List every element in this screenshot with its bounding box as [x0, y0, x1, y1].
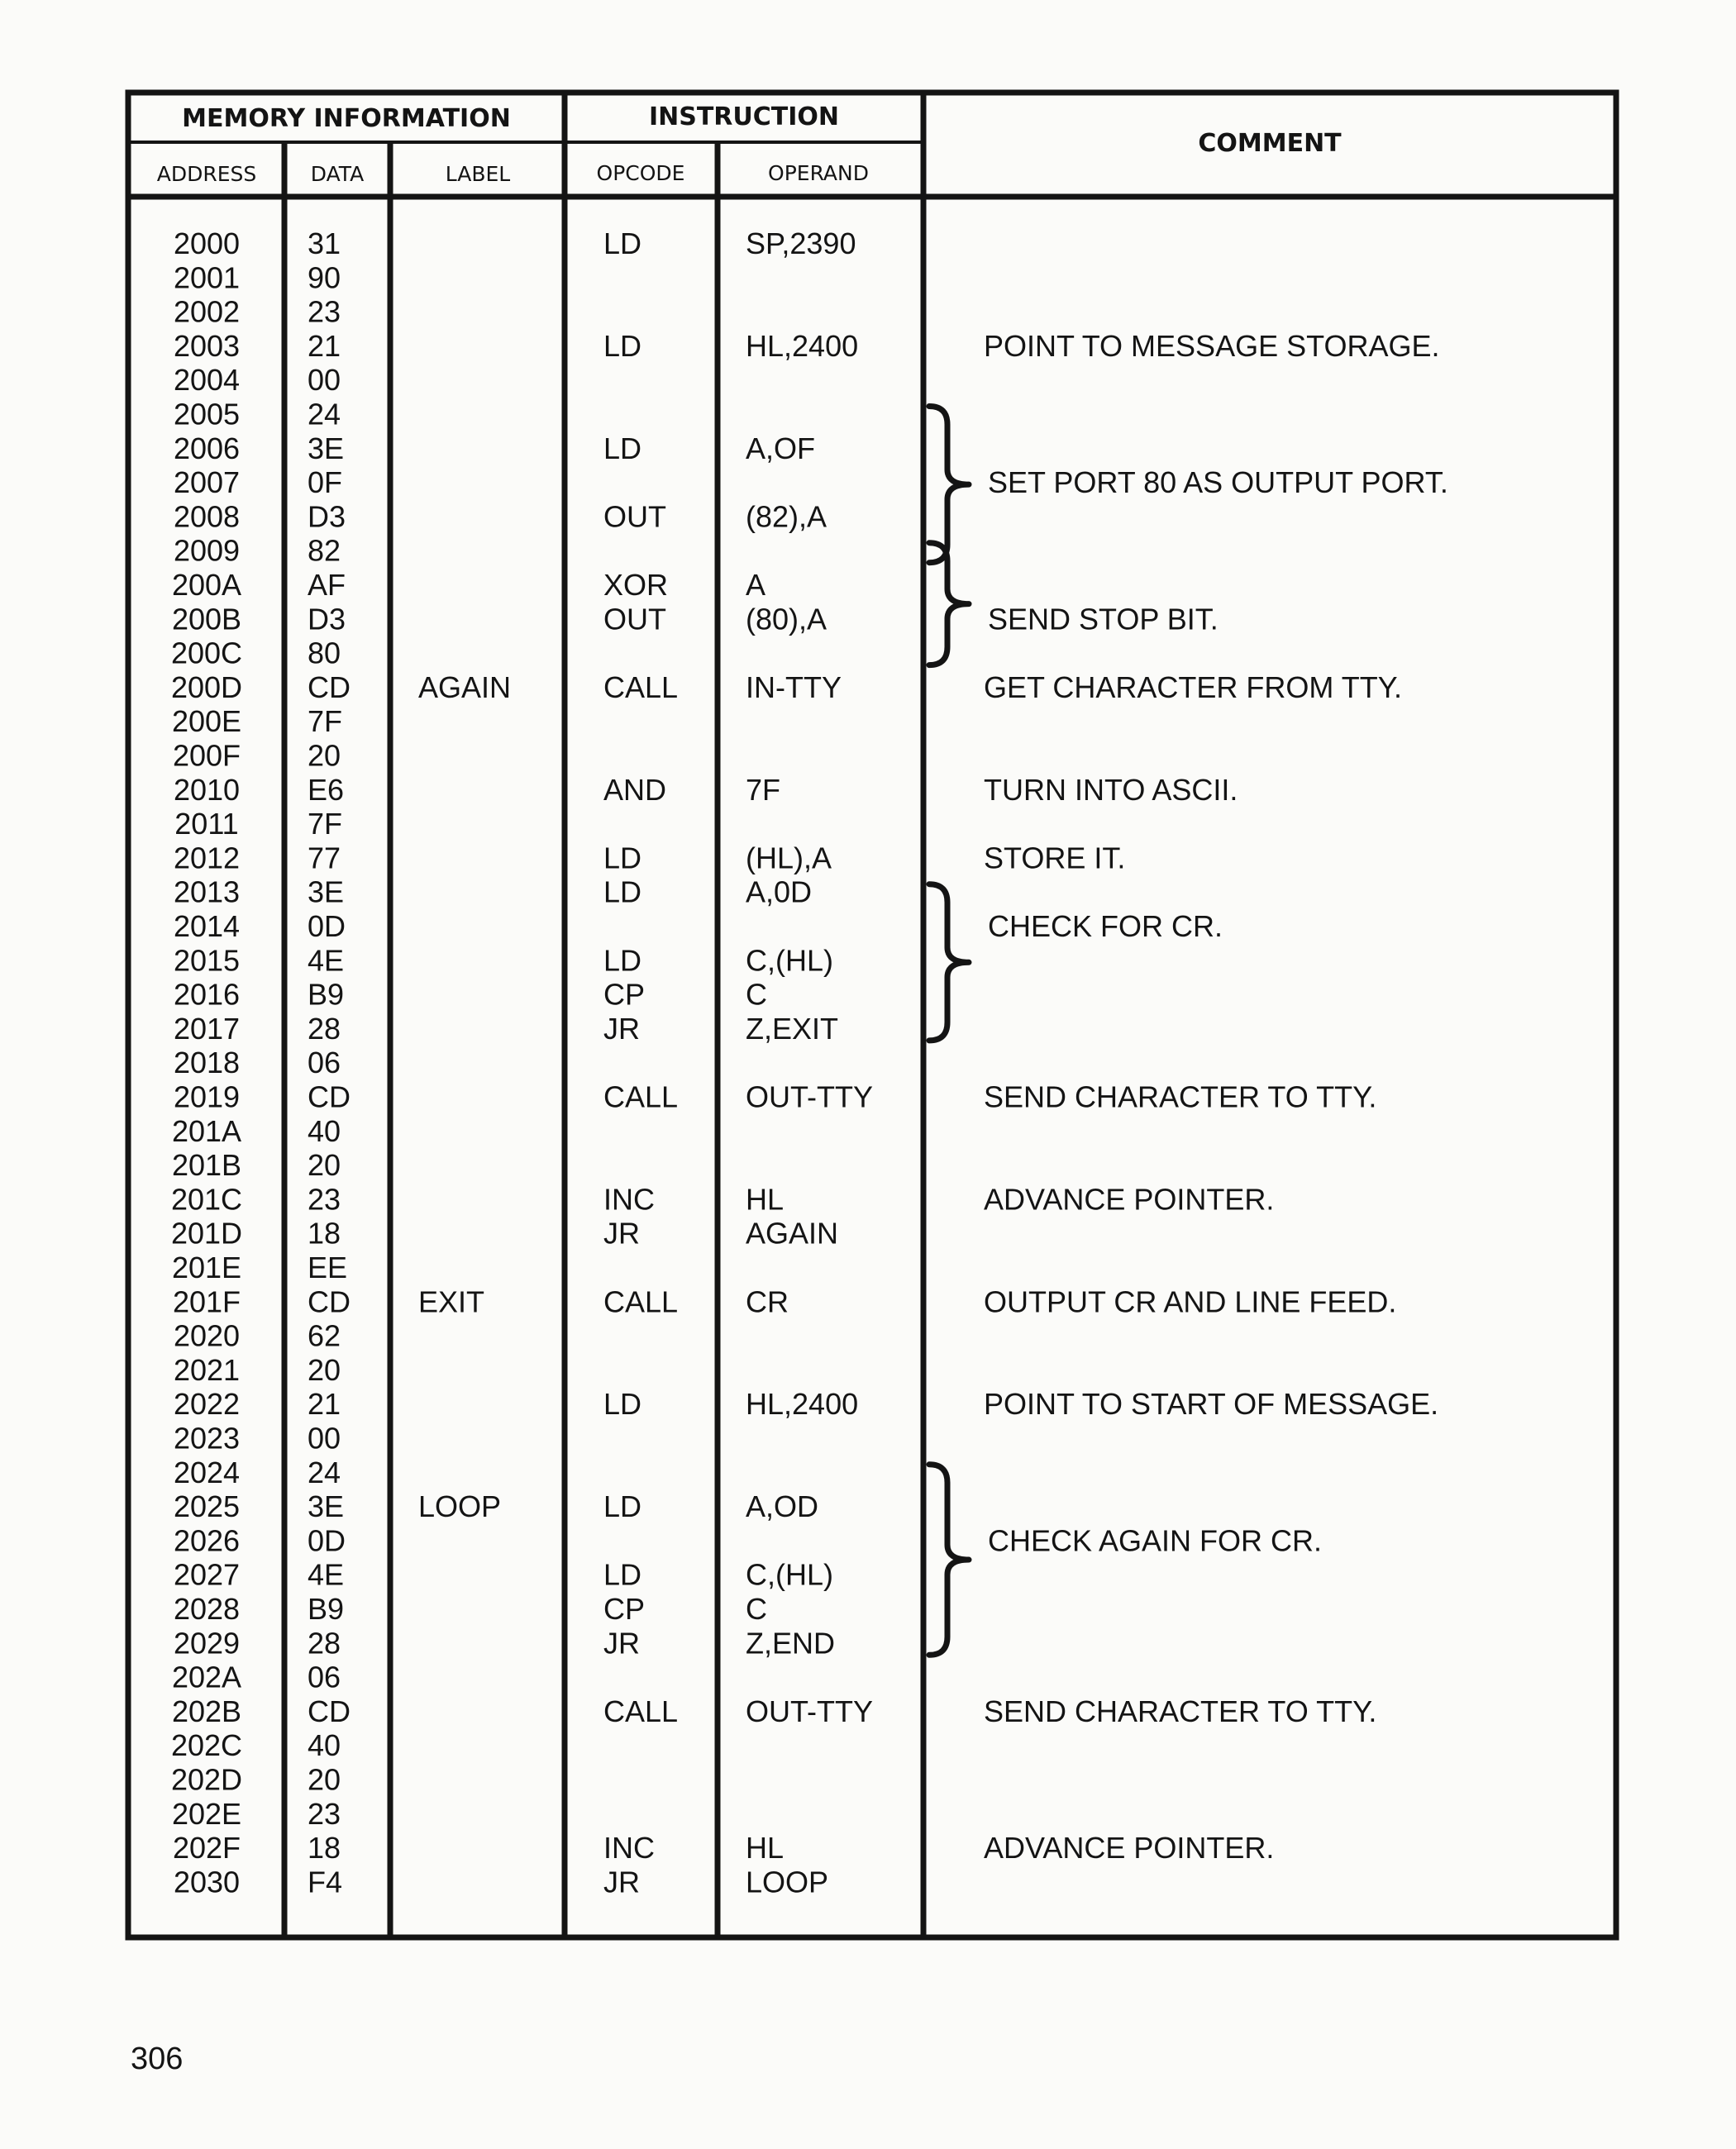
memory-address: 200B [171, 602, 242, 636]
instruction-opcode: LD [603, 1489, 642, 1524]
instruction-operand: A,0D [746, 874, 813, 909]
instruction-operand: A [746, 568, 766, 602]
memory-address: 2010 [173, 772, 241, 807]
memory-data: B9 [308, 977, 345, 1012]
instruction-opcode: LD [603, 874, 642, 909]
memory-address: 2018 [173, 1046, 241, 1080]
memory-data: CD [308, 1284, 351, 1319]
memory-data: 23 [308, 1182, 341, 1217]
memory-address: 2025 [173, 1489, 241, 1524]
header-instruction: INSTRUCTION [648, 102, 840, 131]
instruction-opcode: LD [603, 841, 642, 875]
memory-address: 202A [171, 1660, 242, 1694]
memory-address: 2023 [173, 1421, 241, 1456]
memory-data: 40 [308, 1113, 341, 1148]
memory-data: 4E [308, 1557, 345, 1592]
memory-address: 2006 [173, 431, 241, 465]
instruction-operand: C,(HL) [746, 1557, 833, 1592]
memory-address: 2028 [173, 1592, 241, 1626]
memory-data: 00 [308, 363, 341, 398]
comment-text: CHECK FOR CR. [988, 909, 1223, 943]
instruction-operand: HL [746, 1831, 785, 1865]
instruction-opcode: CALL [603, 1079, 679, 1114]
memory-address: 201B [171, 1148, 242, 1183]
header-label: LABEL [445, 162, 511, 186]
memory-address: 2022 [173, 1387, 241, 1422]
memory-data: D3 [308, 499, 346, 534]
memory-address: 2008 [173, 499, 241, 534]
memory-address: 2017 [173, 1011, 241, 1046]
memory-address: 200D [170, 669, 243, 704]
comment-brace [929, 1465, 969, 1656]
memory-data: 00 [308, 1421, 341, 1456]
memory-data: 24 [308, 397, 341, 431]
instruction-opcode: LD [603, 431, 642, 465]
instruction-opcode: OUT [603, 499, 666, 534]
comment-brace [929, 884, 969, 1041]
instruction-operand: C [746, 977, 767, 1012]
memory-data: 4E [308, 943, 345, 978]
memory-data: EE [308, 1251, 348, 1284]
instruction-operand: A,OD [746, 1489, 819, 1524]
memory-address: 2014 [173, 909, 241, 943]
table-header [157, 102, 1342, 186]
comment-text: SET PORT 80 AS OUTPUT PORT. [988, 465, 1448, 500]
memory-data: E6 [308, 772, 345, 807]
header-address: ADDRESS [156, 162, 257, 186]
memory-address: 2026 [173, 1523, 241, 1558]
memory-data: 24 [308, 1455, 341, 1489]
memory-data: 0D [308, 1523, 346, 1558]
memory-data: 31 [308, 226, 341, 260]
header-memory-information: MEMORY INFORMATION [182, 104, 511, 133]
memory-address: 201F [172, 1284, 241, 1319]
memory-address: 201A [171, 1113, 242, 1148]
comment-text: GET CHARACTER FROM TTY. [984, 669, 1403, 704]
instruction-operand: (80),A [746, 602, 827, 636]
comment-rows [929, 329, 1448, 1865]
instruction-opcode: CALL [603, 669, 679, 704]
memory-address: 2019 [173, 1079, 241, 1114]
comment-brace [929, 407, 969, 563]
instruction-opcode: LD [603, 1387, 642, 1422]
memory-address: 2001 [173, 260, 241, 295]
instruction-opcode: LD [603, 328, 642, 363]
comment-text: ADVANCE POINTER. [984, 1831, 1275, 1865]
instruction-opcode: CP [603, 1592, 646, 1626]
memory-data: 0F [308, 465, 343, 500]
memory-data: 7F [308, 704, 343, 739]
memory-data: 3E [308, 1489, 345, 1524]
memory-address: 2029 [173, 1626, 241, 1661]
instruction-opcode: JR [603, 1011, 640, 1046]
header-operand: OPERAND [768, 161, 869, 185]
memory-data: 0D [308, 909, 346, 943]
memory-address: 201E [171, 1251, 242, 1284]
memory-address: 200E [171, 704, 242, 739]
instruction-opcode: XOR [603, 568, 669, 602]
memory-address: 201D [170, 1216, 243, 1251]
memory-label: AGAIN [418, 669, 512, 704]
memory-address: 2000 [173, 226, 241, 260]
memory-data: F4 [308, 1865, 343, 1899]
memory-address: 2013 [173, 874, 241, 909]
comment-text: SEND CHARACTER TO TTY. [984, 1694, 1377, 1728]
comment-text: OUTPUT CR AND LINE FEED. [984, 1284, 1397, 1319]
header-data: DATA [310, 162, 365, 186]
page-number: 306 [131, 2042, 184, 2076]
memory-data: 23 [308, 1796, 341, 1831]
instruction-opcode: CP [603, 977, 646, 1012]
instruction-operand: A,OF [746, 431, 816, 465]
memory-address: 2009 [173, 533, 241, 568]
instruction-operand: C,(HL) [746, 943, 833, 978]
comment-text: CHECK AGAIN FOR CR. [988, 1523, 1323, 1558]
memory-address: 201C [170, 1182, 243, 1217]
memory-data: AF [308, 568, 346, 602]
memory-address: 2002 [173, 294, 241, 329]
memory-data: 06 [308, 1660, 341, 1694]
memory-address: 2016 [173, 977, 241, 1012]
instruction-opcode: AND [603, 772, 667, 807]
memory-address: 202E [171, 1796, 242, 1831]
memory-data: 3E [308, 431, 345, 465]
instruction-opcode: CALL [603, 1284, 679, 1319]
memory-address: 2015 [173, 943, 241, 978]
instruction-operand: OUT-TTY [746, 1079, 873, 1114]
instruction-opcode: LD [603, 943, 642, 978]
memory-address: 2024 [173, 1455, 241, 1489]
comment-text: POINT TO MESSAGE STORAGE. [984, 328, 1440, 363]
instruction-operand: (HL),A [746, 841, 832, 875]
comment-text: POINT TO START OF MESSAGE. [984, 1387, 1439, 1422]
table-frame [128, 93, 1616, 1937]
memory-data: 62 [308, 1318, 341, 1353]
memory-address: 202C [170, 1728, 243, 1763]
comment-text: SEND STOP BIT. [988, 602, 1219, 636]
memory-data: 28 [308, 1626, 341, 1661]
memory-address: 2012 [173, 841, 241, 875]
memory-data: 77 [308, 841, 341, 875]
memory-address: 202B [171, 1694, 242, 1728]
memory-data: 80 [308, 636, 341, 670]
memory-address: 2020 [173, 1318, 241, 1353]
memory-data: 23 [308, 294, 341, 329]
instruction-operand: CR [746, 1284, 789, 1319]
instruction-opcode: CALL [603, 1694, 679, 1728]
memory-data: 3E [308, 874, 345, 909]
memory-data: 82 [308, 533, 341, 568]
instruction-opcode: JR [603, 1865, 640, 1899]
instruction-operand: OUT-TTY [746, 1694, 873, 1728]
memory-data: 40 [308, 1728, 341, 1763]
memory-data: 20 [308, 1352, 341, 1387]
memory-data: 18 [308, 1216, 341, 1251]
instruction-opcode: INC [603, 1831, 655, 1865]
memory-data: 90 [308, 260, 341, 295]
comment-text: ADVANCE POINTER. [984, 1182, 1275, 1217]
header-opcode: OPCODE [596, 161, 685, 185]
memory-address: 2004 [173, 363, 241, 398]
instruction-operand: C [746, 1592, 767, 1626]
memory-label: LOOP [418, 1489, 502, 1524]
memory-address: 2027 [173, 1557, 241, 1592]
instruction-opcode: LD [603, 1557, 642, 1592]
instruction-operand: (82),A [746, 499, 827, 534]
instruction-operand: LOOP [746, 1865, 829, 1899]
instruction-rows [603, 226, 873, 1899]
memory-address: 2003 [173, 328, 241, 363]
memory-data: 20 [308, 1148, 341, 1183]
instruction-opcode: INC [603, 1182, 655, 1217]
memory-address: 202F [172, 1831, 241, 1865]
memory-data: CD [308, 669, 351, 704]
memory-address: 200A [171, 568, 242, 602]
memory-address: 2005 [173, 397, 241, 431]
memory-address: 2030 [173, 1865, 241, 1899]
memory-data: 06 [308, 1046, 341, 1080]
instruction-opcode: JR [603, 1626, 640, 1661]
instruction-operand: Z,EXIT [746, 1011, 839, 1046]
memory-address: 2011 [174, 807, 239, 841]
memory-address: 2021 [173, 1352, 241, 1387]
memory-address: 202D [170, 1762, 243, 1797]
instruction-operand: 7F [746, 772, 781, 807]
memory-data: CD [308, 1079, 351, 1114]
instruction-operand: SP,2390 [746, 226, 856, 260]
instruction-operand: Z,END [746, 1626, 835, 1661]
instruction-operand: IN-TTY [746, 669, 842, 704]
memory-address: 200C [170, 636, 243, 670]
memory-address: 2007 [173, 465, 241, 500]
memory-data: 20 [308, 738, 341, 773]
instruction-operand: AGAIN [746, 1216, 839, 1251]
memory-data: 21 [308, 328, 341, 363]
memory-rows [171, 226, 511, 1899]
header-comment: COMMENT [1198, 129, 1342, 158]
memory-data: D3 [308, 602, 346, 636]
memory-data: 18 [308, 1831, 341, 1865]
instruction-operand: HL [746, 1182, 785, 1217]
comment-text: SEND CHARACTER TO TTY. [984, 1079, 1377, 1114]
memory-data: B9 [308, 1592, 345, 1626]
memory-address: 200F [172, 738, 241, 773]
instruction-opcode: JR [603, 1216, 640, 1251]
memory-data: 7F [308, 807, 343, 841]
instruction-operand: HL,2400 [746, 328, 859, 363]
memory-data: CD [308, 1694, 351, 1728]
memory-label: EXIT [418, 1284, 485, 1319]
memory-data: 28 [308, 1011, 341, 1046]
comment-text: STORE IT. [984, 841, 1126, 875]
memory-data: 21 [308, 1387, 341, 1422]
instruction-opcode: LD [603, 226, 642, 260]
memory-data: 20 [308, 1762, 341, 1797]
comment-text: TURN INTO ASCII. [984, 772, 1238, 807]
instruction-opcode: OUT [603, 602, 666, 636]
instruction-operand: HL,2400 [746, 1387, 859, 1422]
